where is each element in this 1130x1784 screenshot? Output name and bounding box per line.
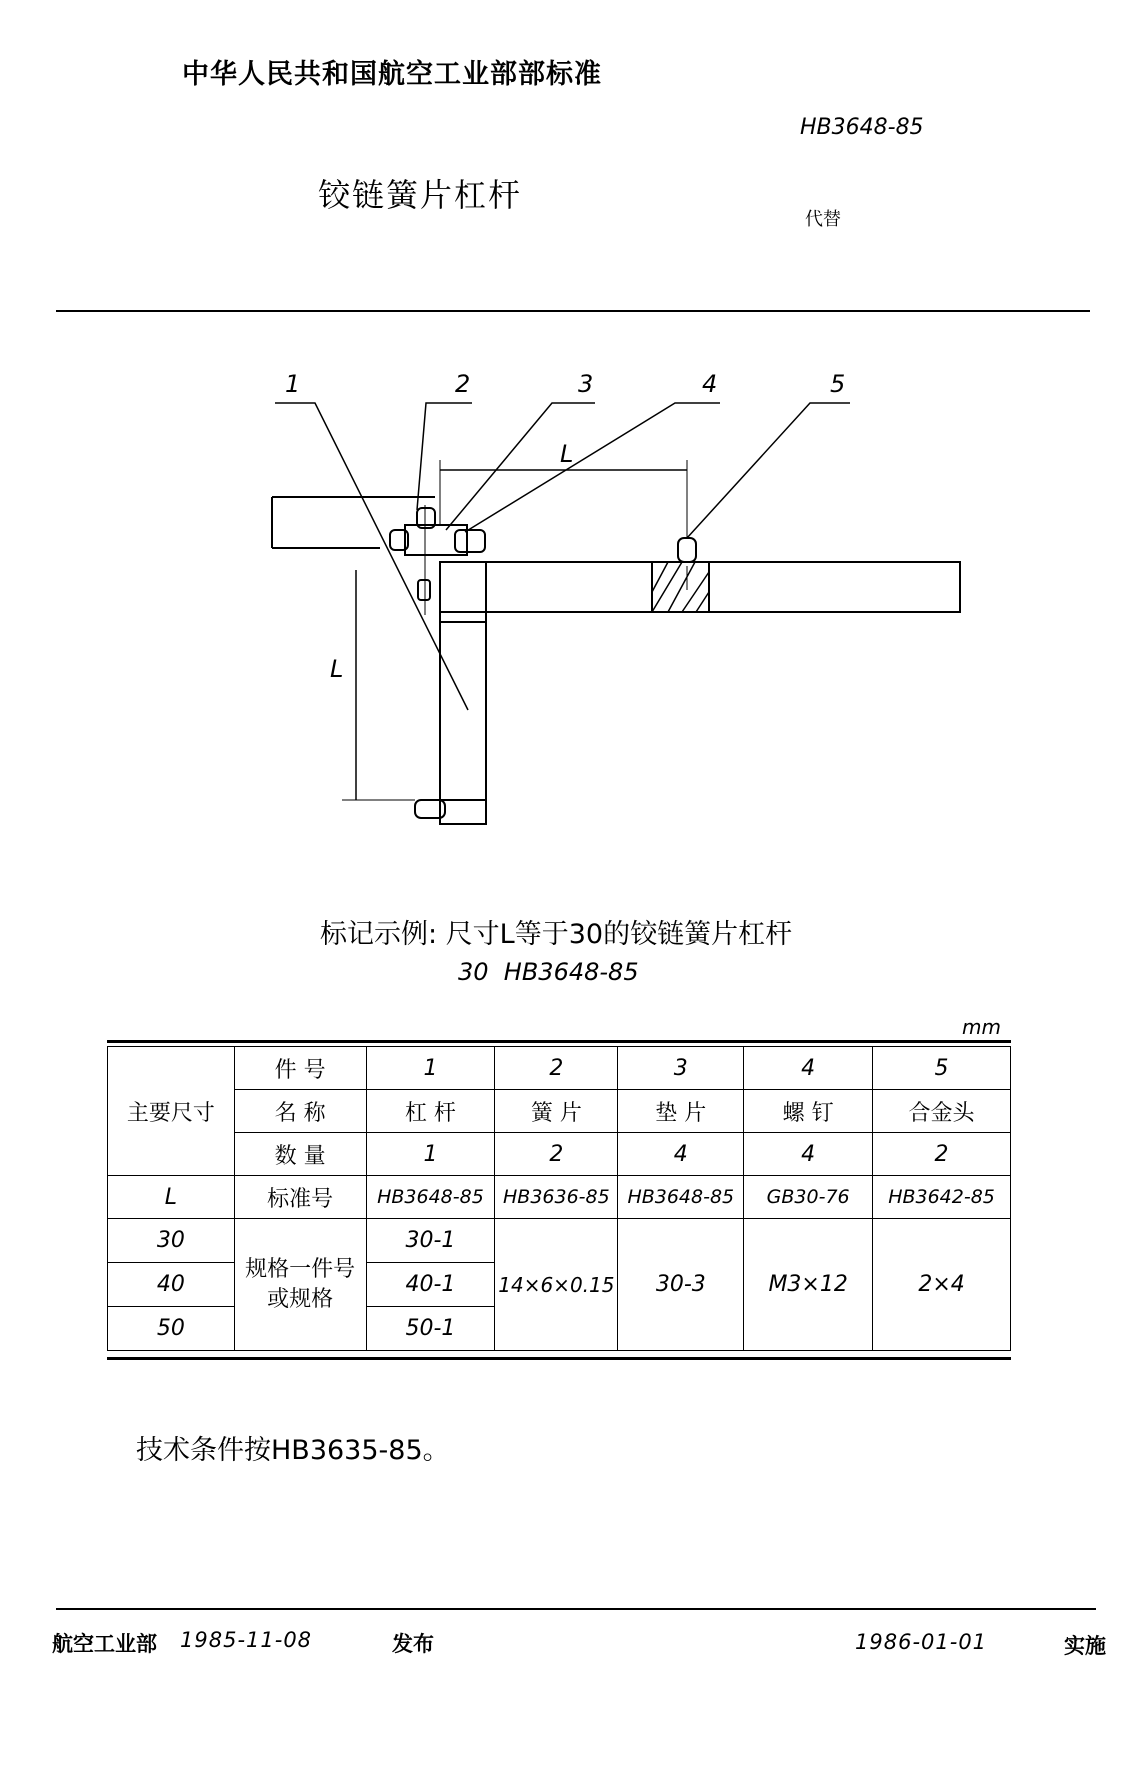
dim-symbol-cell: L [108, 1176, 235, 1219]
part-no-cell: 3 [618, 1047, 744, 1090]
std-no-cell: HB3642-85 [873, 1176, 1011, 1219]
dim-value-cell: 30 [108, 1219, 235, 1263]
part-name-cell: 螺 钉 [744, 1090, 873, 1133]
table-bottom-rule [107, 1357, 1011, 1360]
std-no-cell: HB3636-85 [495, 1176, 618, 1219]
footer-effective-label: 实施 [1064, 1634, 1106, 1658]
lever-drawing [250, 360, 970, 840]
part-no-cell: 1 [366, 1047, 495, 1090]
main-dim-header: 主要尺寸 [108, 1047, 235, 1176]
spec-cell: M3×12 [744, 1219, 873, 1351]
replaces-label: 代替 [805, 209, 841, 230]
std-no-cell: HB3648-85 [366, 1176, 495, 1219]
row-label-qty: 数 量 [234, 1133, 366, 1176]
footer-issuer: 航空工业部 [52, 1632, 157, 1656]
qty-cell: 1 [366, 1133, 495, 1176]
callout-3: 3 [578, 370, 594, 398]
dim-value-cell: 50 [108, 1307, 235, 1351]
std-no-cell: HB3648-85 [618, 1176, 744, 1219]
part-no-cell: 5 [873, 1047, 1011, 1090]
part-name-cell: 合金头 [873, 1090, 1011, 1133]
spec-cell: 40-1 [366, 1263, 495, 1307]
part-name-cell: 杠 杆 [366, 1090, 495, 1133]
std-no-cell: GB30-76 [744, 1176, 873, 1219]
footer-issue-date: 1985-11-08 [180, 1628, 313, 1652]
table-top-rule [107, 1040, 1011, 1043]
callout-5: 5 [830, 370, 846, 398]
part-name-cell: 垫 片 [618, 1090, 744, 1133]
row-label-spec: 规格一件号或规格 [234, 1219, 366, 1351]
row-label-name: 名 称 [234, 1090, 366, 1133]
qty-cell: 2 [495, 1133, 618, 1176]
row-label-std-no: 标准号 [234, 1176, 366, 1219]
spec-cell: 50-1 [366, 1307, 495, 1351]
callout-2: 2 [455, 370, 471, 398]
callout-1: 1 [285, 370, 301, 398]
footer-rule [56, 1608, 1096, 1610]
org-standard-title: 中华人民共和国航空工业部部标准 [182, 59, 602, 90]
document-title: 铰链簧片杠杆 [318, 176, 523, 214]
dim-value-cell: 40 [108, 1263, 235, 1307]
unit-label: mm [962, 1015, 1001, 1039]
row-label-part-no: 件 号 [234, 1047, 366, 1090]
part-no-cell: 2 [495, 1047, 618, 1090]
qty-cell: 2 [873, 1133, 1011, 1176]
spec-cell: 2×4 [873, 1219, 1011, 1351]
footer-effective-date: 1986-01-01 [855, 1630, 988, 1654]
spec-table [107, 1046, 1011, 1351]
footer-issued-label: 发布 [392, 1632, 434, 1656]
marking-example-code: 30 HB3648-85 [458, 958, 639, 986]
standard-number: HB3648-85 [800, 115, 924, 140]
dimension-label-vertical: L [330, 655, 344, 683]
spec-cell: 14×6×0.15 [495, 1219, 618, 1351]
dimension-label-horizontal: L [560, 440, 574, 468]
part-name-cell: 簧 片 [495, 1090, 618, 1133]
part-no-cell: 4 [744, 1047, 873, 1090]
spec-cell: 30-3 [618, 1219, 744, 1351]
spec-cell: 30-1 [366, 1219, 495, 1263]
tech-note: 技术条件按HB3635-85。 [136, 1435, 450, 1466]
header-rule [56, 310, 1090, 312]
qty-cell: 4 [618, 1133, 744, 1176]
marking-example: 标记示例: 尺寸L等于30的铰链簧片杠杆 [320, 919, 793, 950]
callout-4: 4 [702, 370, 718, 398]
qty-cell: 4 [744, 1133, 873, 1176]
